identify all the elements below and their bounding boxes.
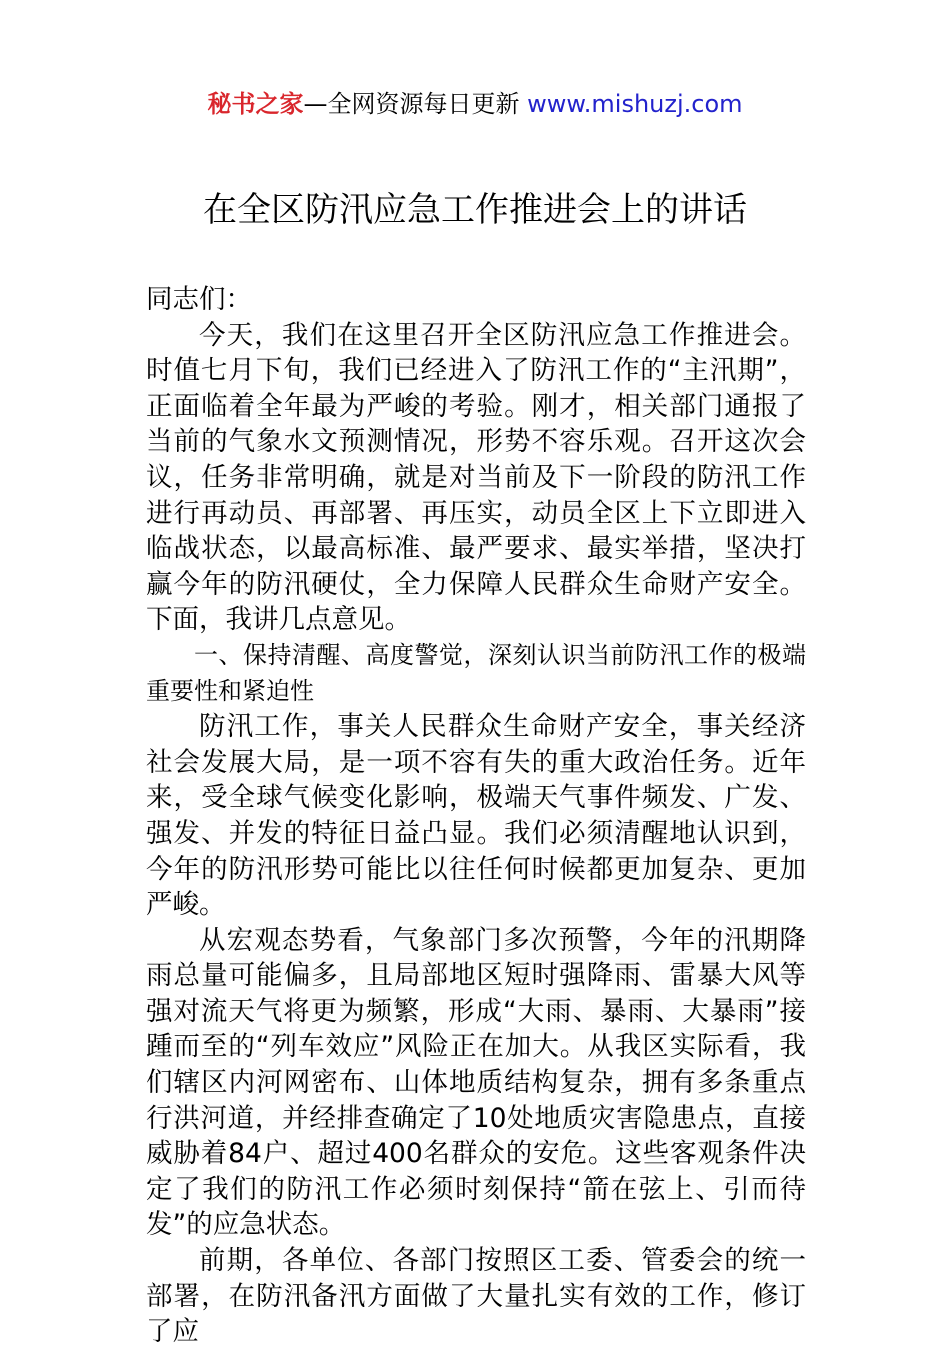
brand-name: 秘书之家	[207, 90, 304, 118]
document-body	[146, 282, 806, 1350]
paragraph-intro: 今天，我们在这里召开全区防汛应急工作推进会。时值七月下旬，我们已经进入了防汛工作的“主汛期”，正面临着全年最为严峻的考验。刚才，相关部门通报了当前的气象水文预测情况，形势不容乐观。召开这次会议，任务非常明确，就是对当前及下一阶段的防汛工作进行再动员、再部署、再压实，动员全区上下立即进入临战状态，以最高标准、最严要求、最实举措，坚决打赢今年的防汛硬仗，全力保障人民群众生命财产安全。下面，我讲几点意见。	[146, 319, 806, 636]
paragraph: 前期，各单位、各部门按照区工委、管委会的统一部署，在防汛备汛方面做了大量扎实有效的工作，修订了应	[146, 1245, 806, 1348]
document-title: 在全区防汛应急工作推进会上的讲话	[203, 190, 747, 230]
header-slogan: —全网资源每日更新	[303, 90, 520, 118]
paragraph: 从宏观态势看，气象部门多次预警，今年的汛期降雨总量可能偏多，且局部地区短时强降雨、雷暴大风等强对流天气将更为频繁，形成“大雨、暴雨、大暴雨”接踵而至的“列车效应”风险正在加大。从我区实际看，我们辖区内河网密布、山体地质结构复杂，拥有多条重点行洪河道，并经排查确定了10处地质灾害隐患点，直接威胁着84户、超过400名群众的安危。这些客观条件决定了我们的防汛工作必须时刻保持“箭在弦上、引而待发”的应急状态。	[146, 924, 806, 1241]
site-header	[0, 86, 950, 122]
paragraph: 防汛工作，事关人民群众生命财产安全，事关经济社会发展大局，是一项不容有失的重大政治任务。近年来，受全球气候变化影响，极端天气事件频发、广发、强发、并发的特征日益凸显。我们必须清醒地认识到，今年的防汛形势可能比以往任何时候都更加复杂、更加严峻。	[146, 711, 806, 921]
salutation: 同志们：	[146, 284, 252, 315]
section-heading: 一、保持清醒、高度警觉，深刻认识当前防汛工作的极端重要性和紧迫性	[146, 640, 806, 705]
site-url-link[interactable]: www.mishuzj.com	[527, 90, 743, 118]
